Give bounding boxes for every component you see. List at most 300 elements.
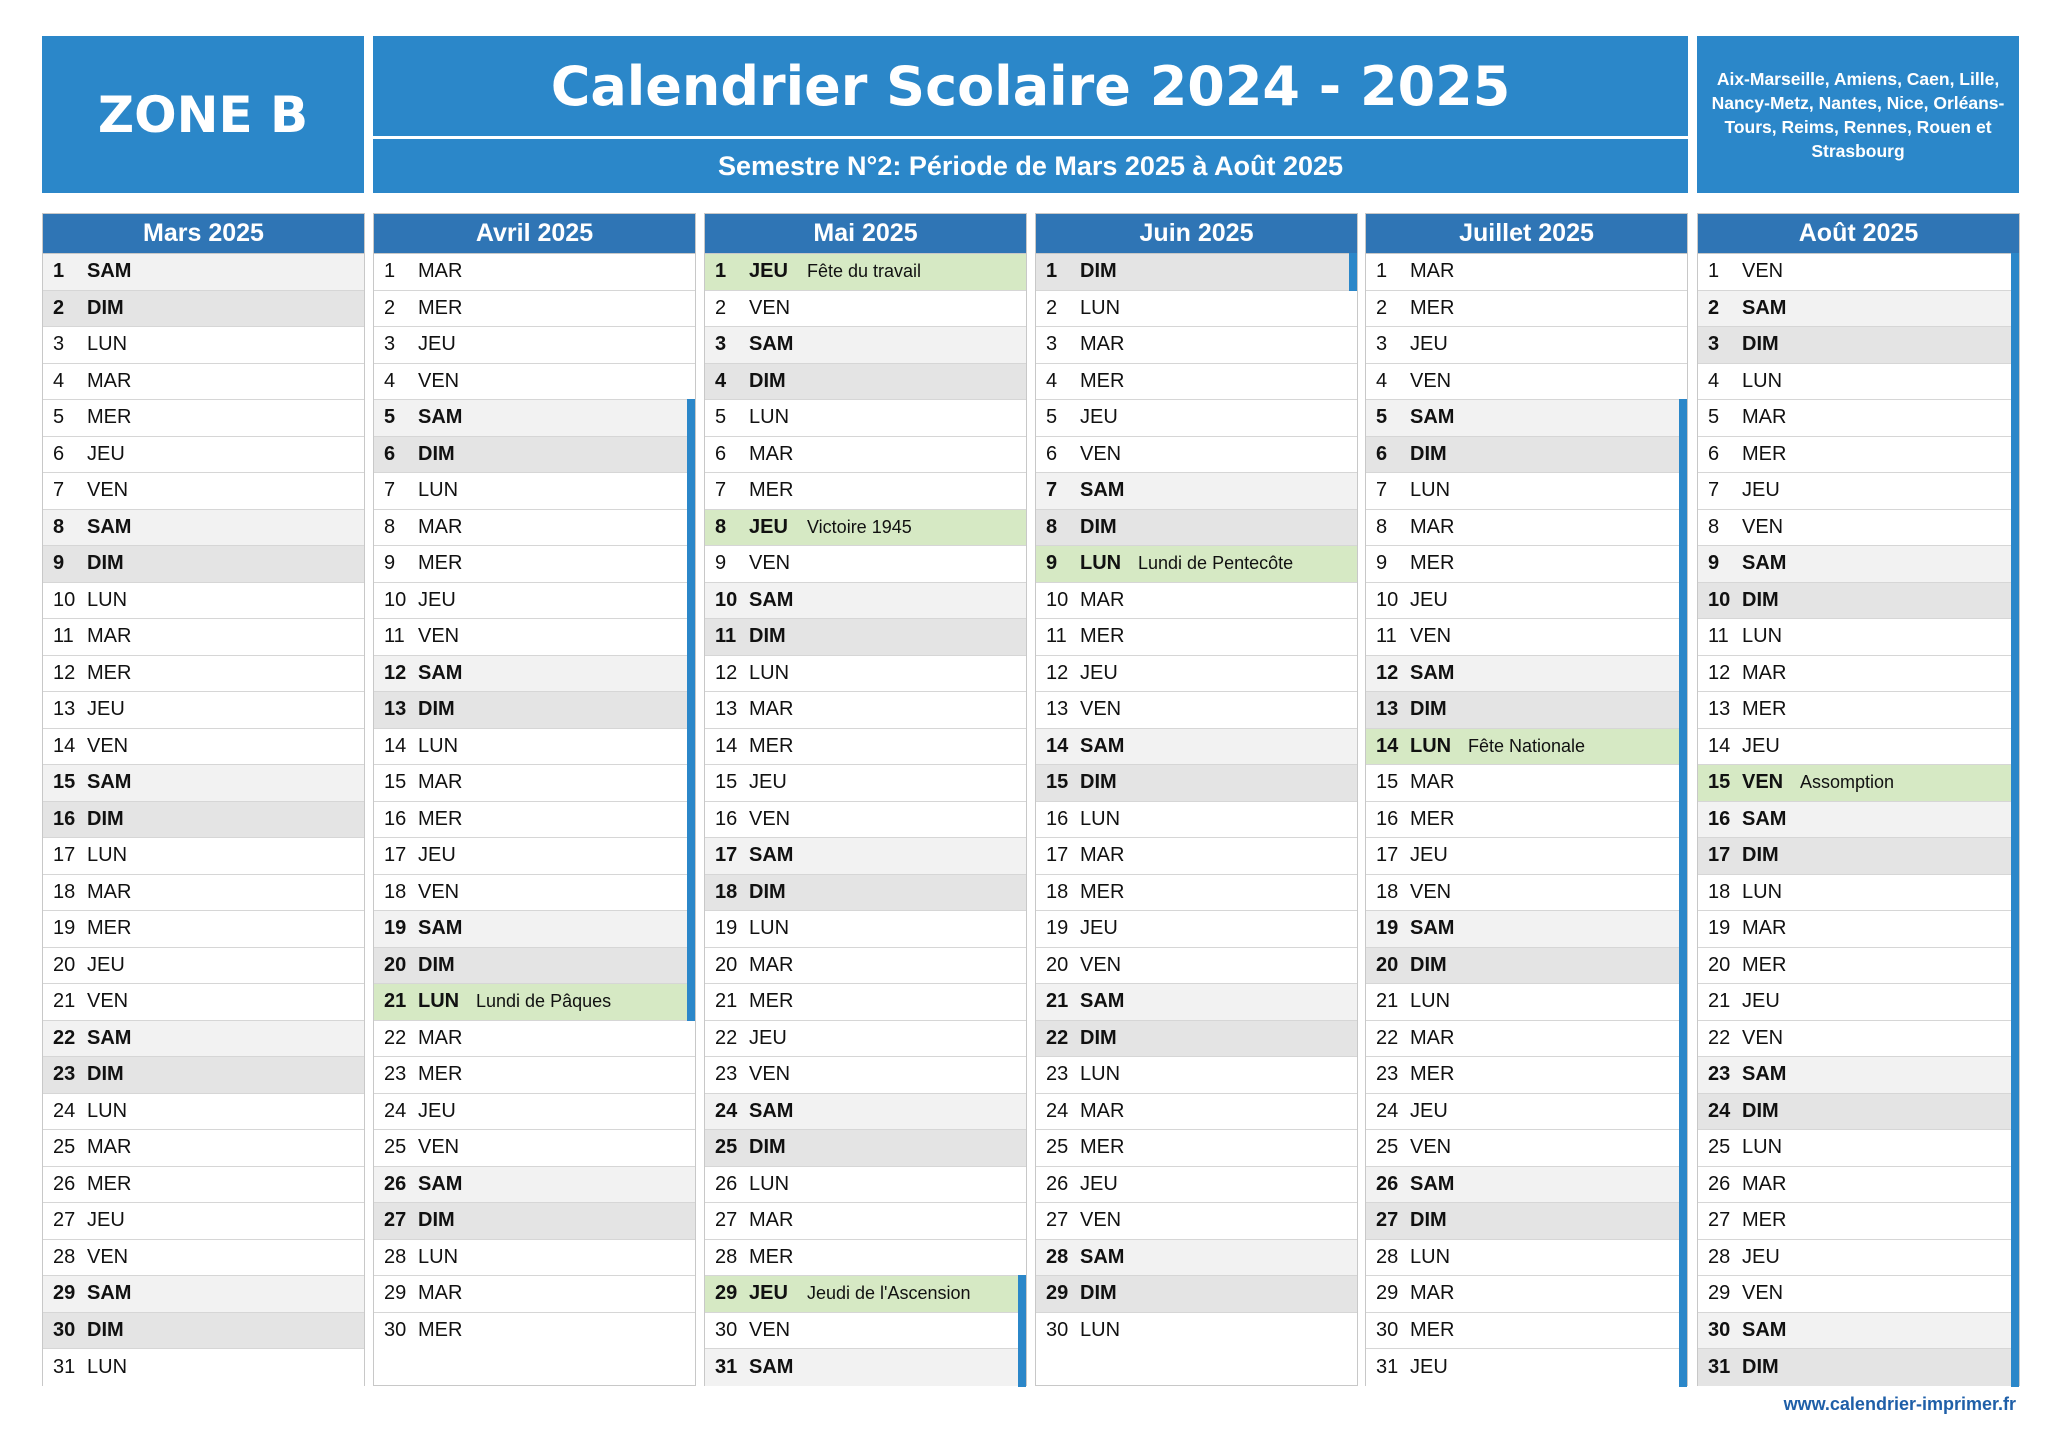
day-of-week: SAM	[87, 260, 132, 283]
day-number: 19	[384, 917, 407, 940]
day-number: 1	[715, 260, 727, 283]
day-row	[1036, 1240, 1357, 1277]
day-of-week: SAM	[749, 844, 794, 867]
day-number: 21	[384, 990, 407, 1013]
day-of-week: VEN	[1080, 1209, 1122, 1232]
day-number: 3	[1046, 333, 1058, 356]
day-number: 19	[53, 917, 76, 940]
day-of-week: SAM	[1742, 1063, 1787, 1086]
day-row	[1036, 327, 1357, 364]
day-number: 20	[1376, 953, 1399, 976]
day-number: 11	[1046, 625, 1067, 648]
day-of-week: SAM	[418, 406, 463, 429]
day-of-week: VEN	[418, 625, 460, 648]
day-of-week: JEU	[418, 1099, 456, 1122]
day-of-week: VEN	[1742, 260, 1784, 283]
day-number: 9	[1708, 552, 1720, 575]
day-row	[1698, 1276, 2019, 1313]
day-of-week: MER	[418, 1319, 463, 1342]
day-of-week: SAM	[749, 1099, 794, 1122]
day-of-week: LUN	[418, 734, 459, 757]
month-column	[1035, 213, 1358, 1386]
day-number: 24	[384, 1099, 407, 1122]
day-of-week: JEU	[1742, 479, 1780, 502]
day-row	[43, 875, 364, 912]
day-row	[705, 948, 1026, 985]
day-row	[1698, 802, 2019, 839]
day-row	[1036, 619, 1357, 656]
zone-label: ZONE B	[42, 36, 364, 193]
day-number: 5	[53, 406, 65, 429]
day-of-week: SAM	[418, 917, 463, 940]
day-of-week: JEU	[1410, 1355, 1448, 1378]
day-row	[374, 1057, 695, 1094]
day-number: 4	[1376, 369, 1388, 392]
day-row	[374, 1130, 695, 1167]
day-number: 11	[1708, 625, 1729, 648]
day-of-week: JEU	[749, 515, 788, 538]
academies-list: Aix-Marseille, Amiens, Caen, Lille, Nancy-Metz, Nantes, Nice, Orléans-Tours, Reims, Rennes, Rouen et Strasbourg	[1697, 36, 2019, 193]
holiday-row	[1036, 546, 1357, 583]
day-number: 20	[1708, 953, 1731, 976]
day-number: 26	[1708, 1172, 1731, 1195]
day-number: 16	[1376, 807, 1399, 830]
day-row	[1036, 510, 1357, 547]
day-of-week: MAR	[1080, 1099, 1125, 1122]
page-subtitle: Semestre N°2: Période de Mars 2025 à Août 2025	[717, 150, 1344, 181]
month-header: Juillet 2025	[1366, 214, 1687, 254]
day-of-week: MAR	[1410, 1026, 1455, 1049]
day-number: 10	[1708, 588, 1731, 611]
day-of-week: VEN	[1742, 771, 1784, 794]
day-of-week: SAM	[1080, 734, 1125, 757]
day-of-week: JEU	[87, 953, 125, 976]
day-of-week: DIM	[1080, 1026, 1117, 1049]
day-row	[43, 838, 364, 875]
day-row	[1698, 437, 2019, 474]
day-row	[1698, 1130, 2019, 1167]
day-of-week: DIM	[87, 1063, 124, 1086]
day-number: 11	[1376, 625, 1397, 648]
day-number: 20	[53, 953, 76, 976]
day-of-week: LUN	[1410, 479, 1451, 502]
day-number: 28	[53, 1245, 76, 1268]
day-number: 20	[715, 953, 738, 976]
month-header: Août 2025	[1698, 214, 2019, 254]
day-row	[43, 437, 364, 474]
day-of-week: MAR	[1410, 260, 1455, 283]
day-of-week: MER	[1410, 296, 1455, 319]
day-row	[1698, 984, 2019, 1021]
day-number: 21	[1376, 990, 1399, 1013]
day-of-week: VEN	[749, 807, 791, 830]
day-number: 17	[1376, 844, 1399, 867]
day-row	[43, 1313, 364, 1350]
day-of-week: MAR	[87, 880, 132, 903]
day-number: 3	[715, 333, 727, 356]
day-number: 23	[1376, 1063, 1399, 1086]
day-of-week: VEN	[1410, 1136, 1452, 1159]
day-row	[43, 692, 364, 729]
day-of-week: DIM	[1410, 442, 1447, 465]
day-of-week: MAR	[87, 369, 132, 392]
day-number: 13	[1046, 698, 1069, 721]
holiday-name: Fête du travail	[807, 261, 922, 282]
day-row	[374, 619, 695, 656]
day-number: 30	[1708, 1318, 1731, 1341]
day-of-week: SAM	[1080, 990, 1125, 1013]
day-of-week: SAM	[418, 661, 463, 684]
day-number: 22	[1046, 1026, 1069, 1049]
day-of-week: MER	[1080, 625, 1125, 648]
day-of-week: DIM	[87, 807, 124, 830]
day-row	[374, 364, 695, 401]
day-row	[1698, 619, 2019, 656]
day-of-week: SAM	[1080, 1245, 1125, 1268]
day-number: 2	[53, 296, 65, 319]
day-number: 29	[715, 1282, 738, 1305]
day-row	[705, 1203, 1026, 1240]
day-number: 17	[715, 844, 738, 867]
day-number: 1	[1376, 260, 1388, 283]
day-of-week: JEU	[749, 771, 787, 794]
day-of-week: MAR	[1080, 333, 1125, 356]
holiday-name: Lundi de Pentecôte	[1138, 553, 1294, 574]
day-row	[705, 984, 1026, 1021]
day-row	[1366, 911, 1687, 948]
day-row	[1366, 473, 1687, 510]
day-row	[1036, 948, 1357, 985]
day-of-week: MER	[418, 1063, 463, 1086]
day-of-week: DIM	[87, 552, 124, 575]
day-number: 2	[1376, 296, 1388, 319]
day-number: 16	[715, 807, 738, 830]
day-row	[1698, 583, 2019, 620]
day-of-week: MAR	[418, 515, 463, 538]
day-of-week: MAR	[1742, 661, 1787, 684]
month-column	[373, 213, 696, 1386]
day-of-week: JEU	[1742, 990, 1780, 1013]
day-number: 22	[715, 1026, 738, 1049]
day-number: 7	[715, 479, 727, 502]
day-number: 14	[1708, 734, 1731, 757]
day-number: 1	[53, 260, 65, 283]
day-row	[1698, 692, 2019, 729]
day-row	[1366, 1349, 1687, 1386]
day-of-week: DIM	[1742, 1099, 1779, 1122]
day-row	[1366, 510, 1687, 547]
day-row	[1366, 1240, 1687, 1277]
day-number: 23	[1046, 1063, 1069, 1086]
day-number: 17	[1046, 844, 1069, 867]
day-of-week: VEN	[418, 880, 460, 903]
day-number: 27	[384, 1209, 407, 1232]
holiday-name: Assomption	[1800, 772, 1895, 793]
day-row	[374, 948, 695, 985]
day-of-week: DIM	[749, 880, 786, 903]
month-column	[1365, 213, 1688, 1386]
day-number: 15	[1376, 771, 1399, 794]
day-of-week: LUN	[1080, 296, 1121, 319]
day-of-week: JEU	[1742, 734, 1780, 757]
day-number: 23	[1708, 1063, 1731, 1086]
day-of-week: MAR	[87, 1136, 132, 1159]
day-of-week: VEN	[1742, 1282, 1784, 1305]
day-of-week: SAM	[1742, 807, 1787, 830]
day-of-week: DIM	[749, 1136, 786, 1159]
day-row	[1036, 400, 1357, 437]
day-of-week: VEN	[1410, 880, 1452, 903]
day-row	[705, 765, 1026, 802]
day-row	[374, 437, 695, 474]
day-of-week: LUN	[418, 479, 459, 502]
day-row	[1036, 838, 1357, 875]
day-number: 18	[1376, 880, 1399, 903]
day-of-week: DIM	[418, 953, 455, 976]
day-number: 4	[1708, 369, 1720, 392]
day-number: 7	[1376, 479, 1388, 502]
day-row	[43, 802, 364, 839]
day-of-week: JEU	[1410, 844, 1448, 867]
day-of-week: MER	[749, 734, 794, 757]
day-number: 19	[1046, 917, 1069, 940]
day-row	[1366, 254, 1687, 291]
day-row	[1698, 838, 2019, 875]
day-row	[1698, 473, 2019, 510]
day-row	[43, 254, 364, 291]
day-of-week: DIM	[1742, 1355, 1779, 1378]
day-row	[1366, 1167, 1687, 1204]
day-number: 27	[53, 1209, 76, 1232]
day-number: 3	[384, 333, 396, 356]
day-number: 12	[53, 661, 76, 684]
day-number: 26	[1046, 1172, 1069, 1195]
day-number: 30	[1046, 1319, 1069, 1342]
day-number: 27	[1376, 1209, 1399, 1232]
holiday-row	[1698, 765, 2019, 802]
day-of-week: DIM	[1080, 1282, 1117, 1305]
day-of-week: LUN	[749, 406, 790, 429]
day-number: 9	[1046, 552, 1058, 575]
day-row	[1366, 546, 1687, 583]
day-row	[43, 1094, 364, 1131]
day-number: 7	[1046, 479, 1058, 502]
day-row	[705, 875, 1026, 912]
day-number: 24	[1708, 1099, 1731, 1122]
day-number: 15	[1708, 771, 1731, 794]
day-number: 21	[715, 990, 738, 1013]
day-of-week: DIM	[1080, 260, 1117, 283]
day-number: 6	[1046, 442, 1058, 465]
day-number: 31	[1708, 1355, 1731, 1378]
day-row	[1366, 437, 1687, 474]
day-of-week: DIM	[87, 1318, 124, 1341]
day-of-week: JEU	[749, 1026, 787, 1049]
day-of-week: MAR	[1410, 515, 1455, 538]
day-of-week: MAR	[1742, 406, 1787, 429]
day-row	[43, 1349, 364, 1386]
day-row	[705, 692, 1026, 729]
day-number: 30	[53, 1318, 76, 1341]
day-row	[1698, 729, 2019, 766]
day-of-week: MER	[1410, 1063, 1455, 1086]
day-number: 26	[1376, 1172, 1399, 1195]
day-of-week: MAR	[1742, 1172, 1787, 1195]
day-number: 5	[1376, 406, 1388, 429]
day-of-week: MER	[1080, 369, 1125, 392]
day-row	[705, 619, 1026, 656]
day-of-week: JEU	[1080, 1172, 1118, 1195]
day-number: 31	[53, 1355, 76, 1378]
day-number: 6	[384, 442, 396, 465]
day-of-week: LUN	[1080, 552, 1122, 575]
day-row	[374, 400, 695, 437]
day-of-week: DIM	[1742, 844, 1779, 867]
day-number: 12	[715, 661, 738, 684]
day-number: 5	[1046, 406, 1058, 429]
day-of-week: SAM	[418, 1172, 463, 1195]
day-number: 6	[1376, 442, 1388, 465]
day-row	[1036, 911, 1357, 948]
day-of-week: VEN	[749, 1318, 791, 1341]
day-number: 13	[715, 698, 738, 721]
day-of-week: DIM	[418, 698, 455, 721]
day-of-week: JEU	[87, 1209, 125, 1232]
day-of-week: MAR	[1410, 1282, 1455, 1305]
day-number: 6	[53, 442, 65, 465]
day-number: 8	[1708, 515, 1720, 538]
day-row	[374, 875, 695, 912]
day-of-week: MER	[1742, 698, 1787, 721]
day-of-week: DIM	[1742, 588, 1779, 611]
day-row	[1036, 437, 1357, 474]
holiday-row	[705, 254, 1026, 291]
day-number: 15	[384, 771, 407, 794]
day-number: 19	[1376, 917, 1399, 940]
day-row	[1698, 1349, 2019, 1386]
day-number: 14	[715, 734, 738, 757]
day-row	[1366, 327, 1687, 364]
day-of-week: LUN	[749, 1172, 790, 1195]
day-of-week: JEU	[1742, 1245, 1780, 1268]
day-of-week: MAR	[418, 1026, 463, 1049]
day-row	[43, 619, 364, 656]
day-number: 13	[1376, 698, 1399, 721]
day-row	[1366, 583, 1687, 620]
day-row	[705, 1240, 1026, 1277]
month-column	[1697, 213, 2020, 1386]
day-row	[43, 583, 364, 620]
day-row	[1698, 656, 2019, 693]
day-number: 4	[384, 369, 396, 392]
day-number: 17	[1708, 844, 1731, 867]
day-row	[374, 1240, 695, 1277]
day-number: 11	[715, 625, 737, 648]
day-row	[1366, 400, 1687, 437]
day-of-week: MER	[87, 406, 132, 429]
day-number: 3	[53, 333, 65, 356]
day-row	[1698, 510, 2019, 547]
day-of-week: DIM	[1410, 1209, 1447, 1232]
day-of-week: SAM	[87, 1282, 132, 1305]
day-number: 9	[715, 552, 727, 575]
day-number: 24	[715, 1099, 738, 1122]
day-of-week: LUN	[87, 333, 128, 356]
day-of-week: SAM	[1410, 917, 1455, 940]
day-number: 16	[1708, 807, 1731, 830]
day-row	[1036, 254, 1357, 291]
day-row	[374, 656, 695, 693]
day-of-week: LUN	[1080, 1319, 1121, 1342]
day-row	[374, 838, 695, 875]
day-of-week: MAR	[418, 260, 463, 283]
day-number: 9	[53, 552, 65, 575]
day-of-week: VEN	[1080, 442, 1122, 465]
day-row	[1698, 1021, 2019, 1058]
day-number: 15	[1046, 771, 1069, 794]
day-number: 26	[53, 1172, 76, 1195]
day-row	[705, 473, 1026, 510]
day-row	[1036, 802, 1357, 839]
day-row	[1698, 1313, 2019, 1350]
day-number: 12	[384, 661, 407, 684]
day-of-week: MER	[87, 661, 132, 684]
day-number: 20	[1046, 953, 1069, 976]
day-of-week: MER	[1742, 442, 1787, 465]
website-link[interactable]: www.calendrier-imprimer.fr	[1783, 1394, 2016, 1414]
day-number: 28	[1376, 1245, 1399, 1268]
day-number: 13	[53, 698, 76, 721]
month-header: Juin 2025	[1036, 214, 1357, 254]
day-of-week: VEN	[87, 479, 129, 502]
day-number: 25	[53, 1136, 76, 1159]
day-of-week: VEN	[749, 296, 791, 319]
day-of-week: DIM	[418, 1209, 455, 1232]
day-number: 10	[715, 588, 738, 611]
day-number: 24	[1376, 1099, 1399, 1122]
day-of-week: MAR	[1080, 588, 1125, 611]
day-row	[1366, 291, 1687, 328]
day-number: 8	[384, 515, 396, 538]
day-of-week: MAR	[749, 698, 794, 721]
day-row	[43, 291, 364, 328]
day-row	[43, 473, 364, 510]
day-number: 18	[1046, 880, 1069, 903]
day-of-week: MAR	[418, 1282, 463, 1305]
day-number: 14	[1376, 734, 1399, 757]
day-row	[1366, 1130, 1687, 1167]
day-of-week: SAM	[1410, 406, 1455, 429]
day-row	[705, 400, 1026, 437]
day-of-week: SAM	[1080, 479, 1125, 502]
day-number: 10	[1046, 588, 1069, 611]
day-of-week: LUN	[418, 1245, 459, 1268]
day-row	[1366, 619, 1687, 656]
day-of-week: LUN	[1742, 880, 1783, 903]
day-row	[1366, 765, 1687, 802]
day-number: 30	[384, 1319, 407, 1342]
day-row	[705, 1094, 1026, 1131]
day-row	[705, 327, 1026, 364]
day-number: 23	[53, 1063, 76, 1086]
day-of-week: MER	[1080, 880, 1125, 903]
day-of-week: DIM	[749, 369, 786, 392]
day-number: 17	[53, 844, 76, 867]
day-number: 25	[715, 1136, 738, 1159]
day-of-week: MER	[1410, 552, 1455, 575]
day-number: 31	[715, 1355, 738, 1378]
day-number: 23	[384, 1063, 407, 1086]
